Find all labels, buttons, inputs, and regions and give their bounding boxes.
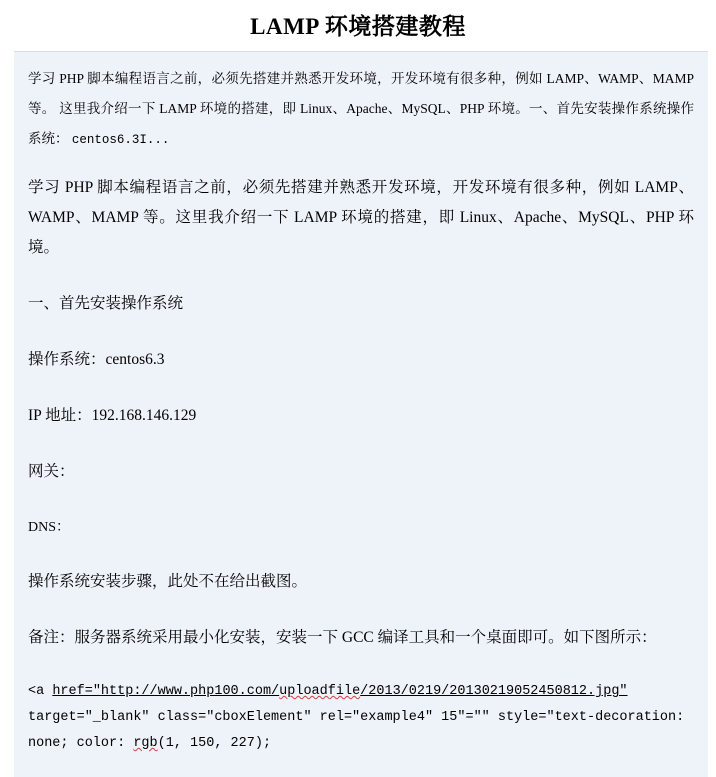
summary-line-1: 学习 PHP 脚本编程语言之前，必须先搭建并熟悉开发环境，开发环境有很多种，例如 LAMP、WAMP、MAMP 等。	[28, 71, 694, 116]
code-tag-open: <a	[28, 684, 53, 699]
code-href-attr: href="	[52, 684, 101, 699]
code-rgb-function: rgb	[133, 736, 158, 751]
page-title: LAMP 环境搭建教程	[250, 14, 466, 39]
paragraph-intro: 学习 PHP 脚本编程语言之前，必须先搭建并熟悉开发环境，开发环境有很多种，例如 LAMP、WAMP、MAMP 等。这里我介绍一下 LAMP 环境的搭建，即 Linux、Apache、MySQL、PHP 环境。	[28, 179, 694, 256]
code-url-rest: /2013/0219/20130219052450812.jpg"	[360, 684, 628, 699]
paragraph-ip: IP 地址：192.168.146.129	[28, 407, 197, 424]
code-url-scheme: http://www.php100.com/	[100, 684, 280, 699]
summary-line-3: centos6.3I...	[71, 133, 170, 147]
article-summary	[28, 64, 694, 155]
paragraph-note: 备注：服务器系统采用最小化安装，安装一下 GCC 编译工具和一个桌面即可。如下图所示：	[28, 629, 657, 646]
code-line-2: target="_blank" class="cboxElement" rel="example4" 15"="" style="text-decoration:	[28, 710, 685, 725]
code-line-3-a: none; color:	[28, 736, 134, 751]
paragraph-dns: DNS：	[28, 520, 71, 535]
paragraph-install-steps: 操作系统安装步骤，此处不在给出截图。	[28, 573, 308, 590]
paragraph-gateway: 网关：	[28, 463, 75, 480]
code-url-path: uploadfile	[279, 684, 361, 699]
raw-html-snippet	[28, 679, 694, 757]
summary-line-2: 这里我介绍一下 LAMP 环境的搭建，即 Linux、Apache、MySQL、PHP 环境。一、首先安装操作系统操作系统：	[28, 101, 695, 146]
document-body	[14, 51, 708, 777]
paragraph-section-heading: 一、首先安装操作系统	[28, 295, 184, 312]
code-line-3-b: (1, 150, 227);	[157, 736, 272, 751]
paragraph-os: 操作系统：centos6.3	[28, 351, 165, 368]
